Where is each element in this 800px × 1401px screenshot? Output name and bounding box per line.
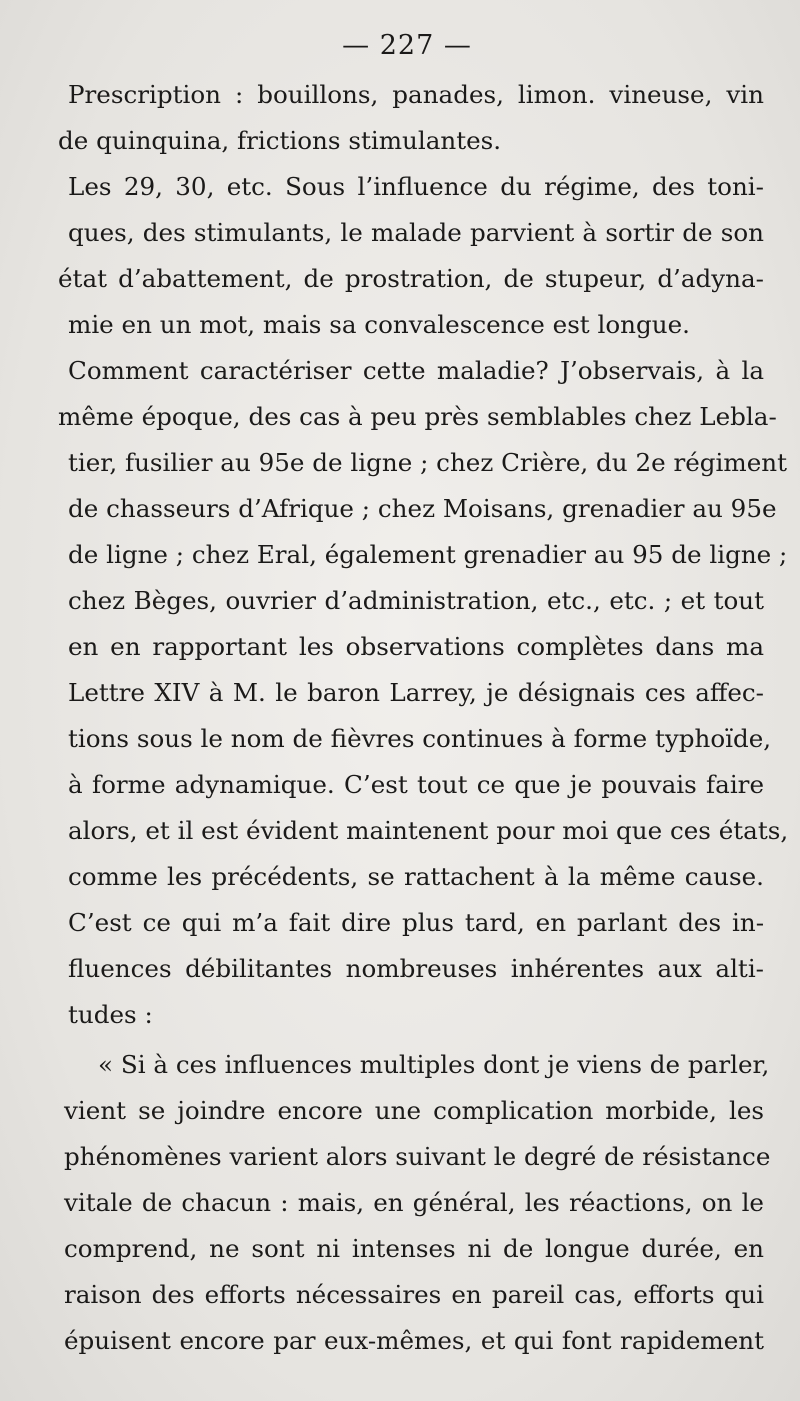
text-line: de chasseurs d’Afrique ; chez Moisans, grenadier au 95e: [68, 494, 777, 523]
text-line: ques, des stimulants, le malade parvient à sortir de son: [68, 218, 764, 247]
page-number: — 227 —: [342, 30, 472, 61]
text-line: à forme adynamique. C’est tout ce que je pouvais faire: [68, 770, 764, 799]
text-line: vient se joindre encore une complication morbide, les: [64, 1096, 764, 1125]
text-line: alors, et il est évident maintenent pour moi que ces états,: [68, 816, 789, 845]
text-line: tudes :: [68, 1000, 153, 1029]
text-line: mie en un mot, mais sa convalescence est longue.: [68, 310, 690, 339]
text-line: C’est ce qui m’a fait dire plus tard, en parlant des in-: [68, 908, 764, 937]
text-line: épuisent encore par eux-mêmes, et qui font rapidement: [64, 1326, 764, 1355]
text-line: fluences débilitantes nombreuses inhérentes aux alti-: [68, 954, 764, 983]
text-line: Prescription : bouillons, panades, limon. vineuse, vin: [68, 80, 764, 109]
paragraph-convalescence: [50, 164, 764, 348]
paragraph-characterization: [50, 348, 789, 1038]
paragraph-quotation: [50, 1042, 771, 1364]
paragraph-prescription: [50, 72, 764, 164]
text-line: état d’abattement, de prostration, de stupeur, d’adyna-: [58, 264, 764, 293]
text-line: vitale de chacun : mais, en général, les réactions, on le: [64, 1188, 764, 1217]
text-line-with-italic-title: Lettre XIV à M. le baron Larrey, je désignais ces affec-: [68, 678, 764, 707]
text-line: raison des efforts nécessaires en pareil cas, efforts qui: [64, 1280, 764, 1309]
text-line: de ligne ; chez Eral, également grenadier au 95 de ligne ;: [68, 540, 788, 569]
text-line: Les 29, 30, etc. Sous l’influence du régime, des toni-: [68, 172, 764, 201]
text-line: comprend, ne sont ni intenses ni de longue durée, en: [64, 1234, 764, 1263]
text-line: en en rapportant les observations complètes dans ma: [68, 632, 764, 661]
text-line: « Si à ces influences multiples dont je viens de parler,: [98, 1050, 770, 1079]
text-line: comme les précédents, se rattachent à la même cause.: [68, 862, 764, 891]
text-line: de quinquina, frictions stimulantes.: [58, 126, 502, 155]
text-line: chez Bèges, ouvrier d’administration, etc., etc. ; et tout: [68, 586, 764, 615]
text-line: phénomènes varient alors suivant le degré de résistance: [64, 1142, 771, 1171]
text-line: Comment caractériser cette maladie? J’observais, à la: [68, 356, 764, 385]
text-line: tier, fusilier au 95e de ligne ; chez Crière, du 2e régiment: [68, 448, 787, 477]
text-line: même époque, des cas à peu près semblables chez Lebla-: [58, 402, 777, 431]
text-line: tions sous le nom de fièvres continues à forme typhoïde,: [68, 724, 772, 753]
